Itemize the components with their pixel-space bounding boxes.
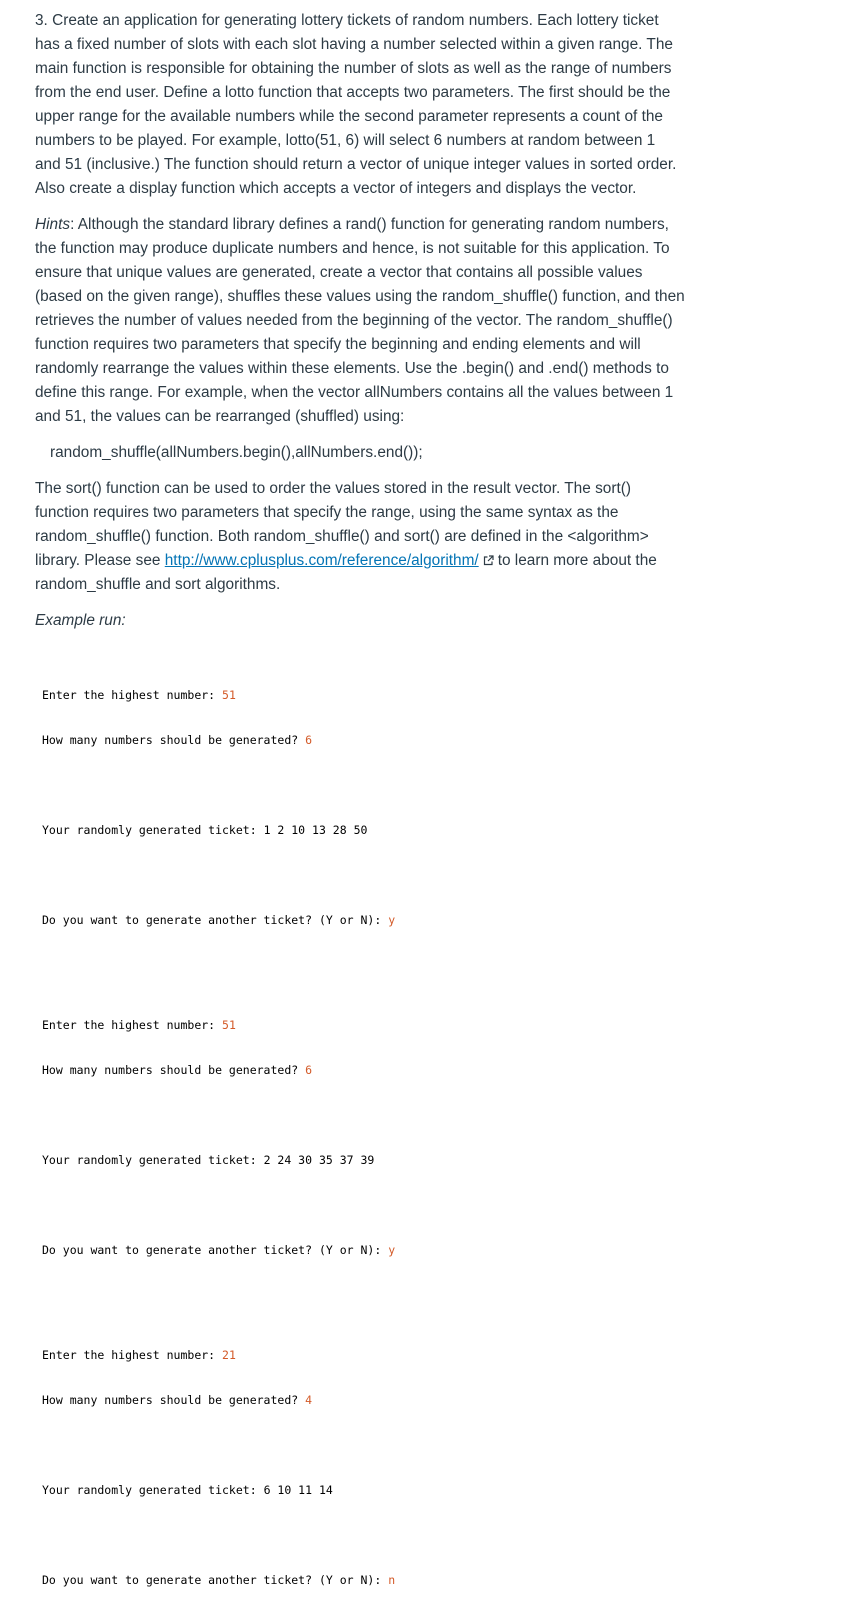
- hints-label: Hints: [35, 216, 71, 233]
- console-ticket: 1 2 10 13 28 50: [263, 823, 368, 837]
- console-line: Enter the highest number: 51: [42, 1018, 236, 1032]
- console-input: 51: [222, 688, 236, 702]
- console-ticket: 6 10 11 14: [263, 1483, 333, 1497]
- console-line: How many numbers should be generated? 6: [42, 733, 313, 747]
- console-input: y: [388, 1243, 396, 1257]
- example-label: Example run:: [35, 612, 126, 629]
- console-line: Do you want to generate another ticket? (Y or N): y: [42, 913, 396, 927]
- console-line: Your randomly generated ticket: 2 24 30 35 37 39: [42, 1153, 375, 1167]
- sort-paragraph: [35, 477, 685, 597]
- console-line: Do you want to generate another ticket? (Y or N): n: [42, 1573, 396, 1587]
- console-line: How many numbers should be generated? 6: [42, 1063, 313, 1077]
- console-line: Do you want to generate another ticket? (Y or N): y: [42, 1243, 396, 1257]
- external-link-icon[interactable]: [483, 550, 494, 561]
- console-input: n: [388, 1573, 396, 1587]
- console-ticket: 2 24 30 35 37 39: [263, 1153, 375, 1167]
- cplusplus-reference-link[interactable]: http://www.cplusplus.com/reference/algorithm/: [164, 552, 479, 569]
- sort-text-after: to learn more about the random_shuffle and sort algorithms.: [35, 552, 657, 593]
- console-input: y: [388, 913, 396, 927]
- intro-paragraph: 3. Create an application for generating lottery tickets of random numbers. Each lottery ticket has a fixed number of slots with each slot having a number selected within a given range. The main function is responsible for obtaining the number of slots as well as the range of numbers from the end user. Define a lotto function that accepts two parameters. The first should be the upper range for the available numbers while the second parameter represents a count of the numbers to be played. For example, lotto(51, 6) will select 6 numbers at random between 1 and 51 (inclusive.) The function should return a vector of unique integer values in sorted order. Also create a display function which accepts a vector of integers and displays the vector.: [35, 12, 677, 197]
- assignment-content: [35, 9, 685, 1618]
- shuffle-code-example: random_shuffle(allNumbers.begin(),allNumbers.end());: [50, 444, 423, 461]
- console-line: Enter the highest number: 51: [42, 688, 236, 702]
- console-input: 4: [305, 1393, 313, 1407]
- console-line: Your randomly generated ticket: 1 2 10 13 28 50: [42, 823, 368, 837]
- example-console-output: [42, 643, 685, 1618]
- sort-text-before: The sort() function can be used to order the values stored in the result vector. The sort() function requires two parameters that specify the range, using the same syntax as the random_shuffle() function. Both random_shuffle() and sort() are defined in the <algorithm> library. Please see: [35, 480, 649, 569]
- console-input: 6: [305, 733, 313, 747]
- hints-text: : Although the standard library defines a rand() function for generating random numbers, the function may produce duplicate numbers and hence, is not suitable for this application. To ensure that unique values are generated, create a vector that contains all possible values (based on the given range), shuffles these values using the random_shuffle() function, and then retrieves the number of values needed from the beginning of the vector. The random_shuffle() function requires two parameters that specify the beginning and ending elements and will randomly rearrange the values within these elements. Use the .begin() and .end() methods to define this range. For example, when the vector allNumbers contains all the values between 1 and 51, the values can be rearranged (shuffled) using:: [35, 216, 685, 425]
- hints-paragraph: [35, 213, 685, 429]
- console-line: How many numbers should be generated? 4: [42, 1393, 313, 1407]
- console-line: Your randomly generated ticket: 6 10 11 14: [42, 1483, 333, 1497]
- console-input: 51: [222, 1018, 236, 1032]
- console-input: 21: [222, 1348, 236, 1362]
- console-input: 6: [305, 1063, 313, 1077]
- console-line: Enter the highest number: 21: [42, 1348, 236, 1362]
